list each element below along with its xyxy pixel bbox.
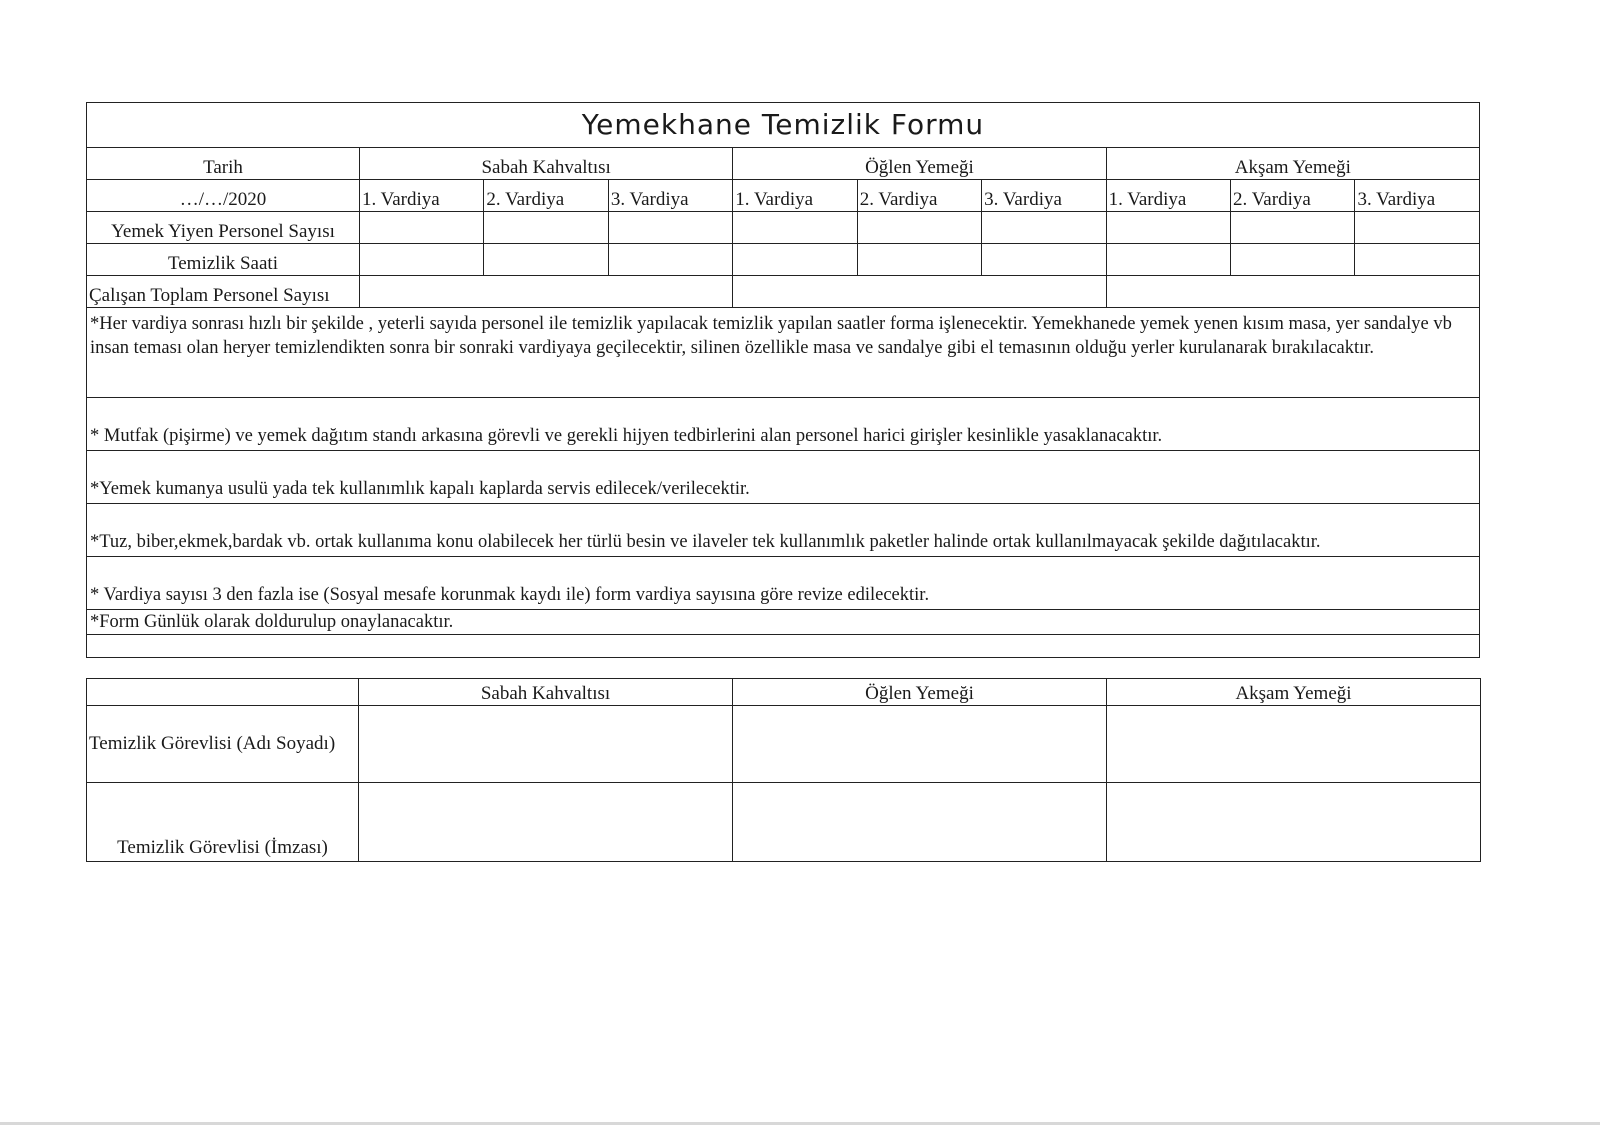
cleaning-time-row — [87, 244, 1480, 276]
shift-header: 2. Vardiya — [484, 180, 608, 212]
page-bottom-edge — [0, 1122, 1600, 1125]
shift-header: 2. Vardiya — [1231, 180, 1355, 212]
total-staff-row — [87, 276, 1480, 308]
cleaning-time-cell[interactable] — [1231, 244, 1355, 276]
eaters-cell[interactable] — [1355, 212, 1480, 244]
cleaner-name-cell-breakfast[interactable] — [359, 706, 733, 783]
signature-meal-header-breakfast: Sabah Kahvaltısı — [359, 679, 733, 706]
cleaning-time-cell[interactable] — [359, 244, 483, 276]
signature-meal-header-dinner: Akşam Yemeği — [1107, 679, 1481, 706]
eaters-label: Yemek Yiyen Personel Sayısı — [87, 212, 360, 244]
note-daily-approval: *Form Günlük olarak doldurulup onaylanacaktır. — [87, 610, 1480, 635]
note-shift-cleaning: *Her vardiya sonrası hızlı bir şekilde , yeterli sayıda personel ile temizlik yapılacak temizlik yapılan saatler forma işlenecektir. Yemekhanede yemek yenen kısım masa, yer sandalye vb insan teması olan heryer temizlendikten sonra bir sonraki vardiyaya geçilecektir, silinen özellikle masa ve sandalye gibi el temasının olduğu yerler kurulanarak bırakılacaktır. — [87, 308, 1480, 398]
form-title: Yemekhane Temizlik Formu — [87, 103, 1480, 148]
total-staff-cell-dinner[interactable] — [1106, 276, 1479, 308]
cleaner-signature-cell-lunch[interactable] — [733, 783, 1107, 862]
date-header: Tarih — [87, 148, 360, 180]
cleaner-signature-cell-breakfast[interactable] — [359, 783, 733, 862]
meal-header-dinner: Akşam Yemeği — [1106, 148, 1479, 180]
shift-header: 3. Vardiya — [982, 180, 1106, 212]
eaters-cell[interactable] — [359, 212, 483, 244]
note-kitchen-access: * Mutfak (pişirme) ve yemek dağıtım standı arkasına görevli ve gerekli hijyen tedbirlerini alan personel harici girişler kesinlikle yasaklanacaktır. — [87, 398, 1480, 451]
cleaning-time-cell[interactable] — [484, 244, 608, 276]
cleaner-signature-label: Temizlik Görevlisi (İmzası) — [87, 783, 359, 862]
meal-header-breakfast: Sabah Kahvaltısı — [359, 148, 732, 180]
eaters-cell[interactable] — [484, 212, 608, 244]
eaters-row — [87, 212, 1480, 244]
shift-header: 3. Vardiya — [608, 180, 732, 212]
cleaning-form-table — [86, 102, 1480, 658]
total-staff-cell-lunch[interactable] — [733, 276, 1106, 308]
signature-table — [86, 678, 1481, 862]
total-staff-cell-breakfast[interactable] — [359, 276, 732, 308]
cleaning-time-label: Temizlik Saati — [87, 244, 360, 276]
cleaning-time-cell[interactable] — [1355, 244, 1480, 276]
eaters-cell[interactable] — [857, 212, 981, 244]
eaters-cell[interactable] — [608, 212, 732, 244]
cleaning-time-cell[interactable] — [1106, 244, 1230, 276]
signature-meal-header-lunch: Öğlen Yemeği — [733, 679, 1107, 706]
cleaning-time-cell[interactable] — [857, 244, 981, 276]
cleaner-signature-cell-dinner[interactable] — [1107, 783, 1481, 862]
cleaner-name-cell-lunch[interactable] — [733, 706, 1107, 783]
note-packaged-service: *Yemek kumanya usulü yada tek kullanımlık kapalı kaplarda servis edilecek/verilecektir. — [87, 451, 1480, 504]
eaters-cell[interactable] — [982, 212, 1106, 244]
shift-header: 1. Vardiya — [359, 180, 483, 212]
eaters-cell[interactable] — [1106, 212, 1230, 244]
note-shift-revision: * Vardiya sayısı 3 den fazla ise (Sosyal mesafe korunmak kaydı ile) form vardiya sayısına göre revize edilecektir. — [87, 557, 1480, 610]
cleaner-name-cell-dinner[interactable] — [1107, 706, 1481, 783]
shift-header: 3. Vardiya — [1355, 180, 1480, 212]
total-staff-label: Çalışan Toplam Personel Sayısı — [87, 276, 360, 308]
cleaning-time-cell[interactable] — [608, 244, 732, 276]
shift-header: 1. Vardiya — [1106, 180, 1230, 212]
eaters-cell[interactable] — [733, 212, 857, 244]
shift-header: 1. Vardiya — [733, 180, 857, 212]
shift-header: 2. Vardiya — [857, 180, 981, 212]
signature-corner-cell — [87, 679, 359, 706]
cleaner-name-label: Temizlik Görevlisi (Adı Soyadı) — [87, 706, 359, 783]
cleaning-time-cell[interactable] — [982, 244, 1106, 276]
meal-header-lunch: Öğlen Yemeği — [733, 148, 1106, 180]
eaters-cell[interactable] — [1231, 212, 1355, 244]
cleaning-time-cell[interactable] — [733, 244, 857, 276]
empty-row — [87, 635, 1480, 658]
note-single-use-packets: *Tuz, biber,ekmek,bardak vb. ortak kullanıma konu olabilecek her türlü besin ve ilaveler tek kullanımlık paketler halinde ortak kullanılmayacak şekilde dağıtılacaktır. — [87, 504, 1480, 557]
date-value[interactable]: …/…/2020 — [87, 180, 360, 212]
